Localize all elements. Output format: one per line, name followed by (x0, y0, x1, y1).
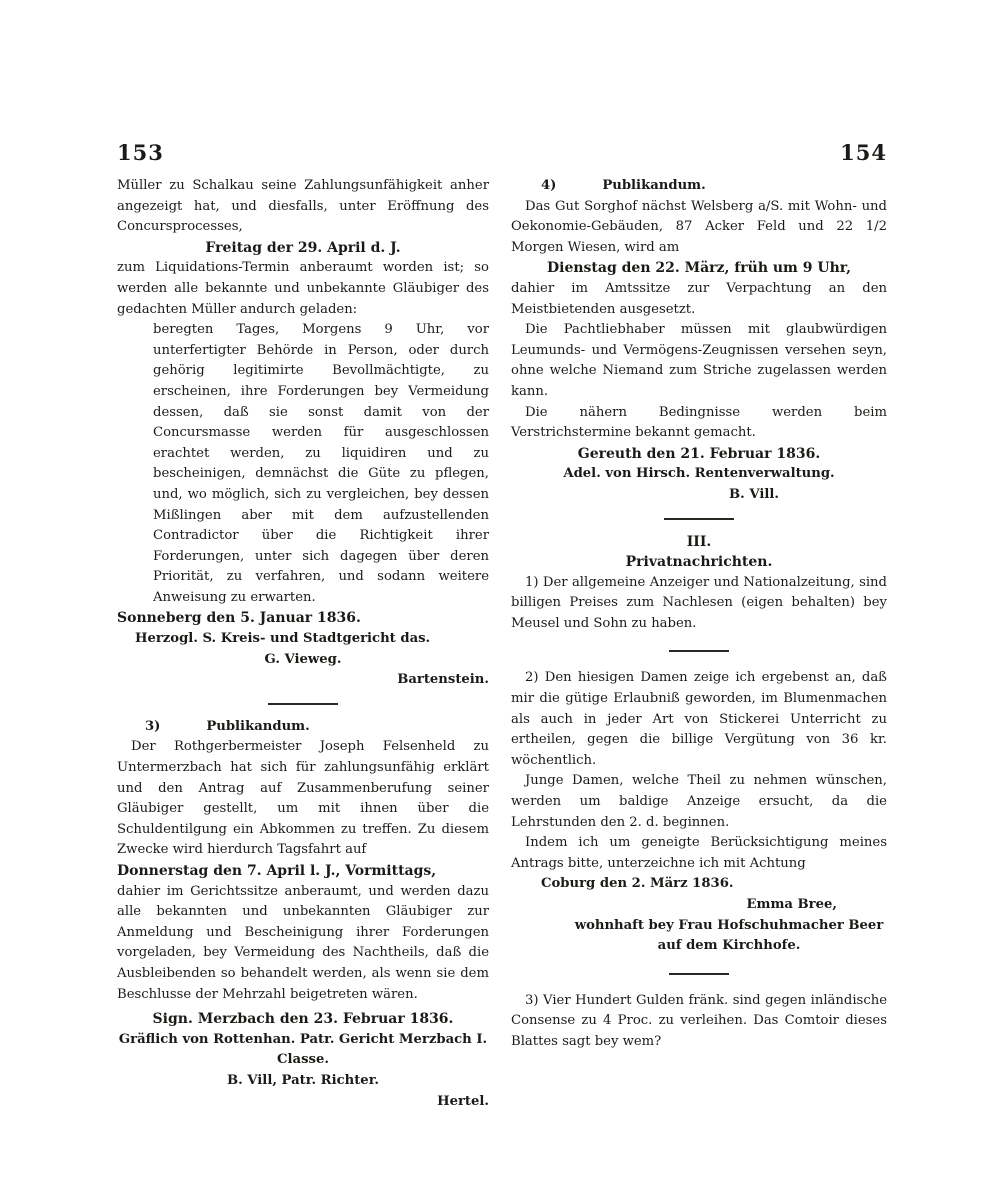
page-number-right: 154 (840, 140, 887, 165)
signer-vieweg: G. Vieweg. (264, 651, 342, 667)
notice-4-authority: Adel. von Hirsch. Rentenverwaltung. (563, 466, 835, 482)
ad-1: 1) Der allgemeine Anzeiger und Nationalzeitung, sind billigen Preises zum Nachlesen (eigen behalten) bey Meusel und Sohn zu haben. (511, 574, 887, 631)
notice-3-signer-1: B. Vill, Patr. Richter. (226, 1072, 380, 1088)
notice-3-body: Der Rothgerbermeister Joseph Felsenheld zu Untermerzbach hat sich für zahlungsunfähig erklärt und den Antrag auf Zusammenberufung seiner Gläubiger gestellt, um mit ihnen über die Schuldentilgung ein Abkommen zu treffen. Zu diesem Zwecke wird hierdurch Tagsfahrt auf (117, 739, 489, 858)
divider-rule (669, 973, 729, 975)
right-column (511, 176, 887, 1053)
ad-2-residence: wohnhaft bey Frau Hofschuhmacher Beer auf dem Kirchhofe. (574, 917, 884, 954)
notice-4-body-4: Die nähern Bedingnisse werden beim Verstrichstermine bekannt gemacht. (511, 404, 887, 441)
court-authority: Herzogl. S. Kreis- und Stadtgericht das. (135, 631, 431, 647)
notice-3-date: Donnerstag den 7. April l. J., Vormittags, (117, 863, 437, 879)
ad-2-place-date: Coburg den 2. März 1836. (541, 876, 734, 892)
ad-2-body-3: Indem ich um geneigte Berücksichtigung meines Antrags bitte, unterzeichne ich mit Achtung (511, 835, 887, 871)
notice-4-signer: B. Vill. (729, 486, 779, 502)
notice-3-signer-2: Hertel. (437, 1093, 489, 1109)
hearing-date: Freitag der 29. April d. J. (205, 239, 401, 256)
section-numeral: III. (686, 533, 712, 550)
divider-rule (669, 650, 729, 652)
notice-3-body-2: dahier im Gerichtssitze anberaumt, und werden dazu alle bekannten und unbekannten Gläubiger zur Anmeldung und Bescheinigung ihrer Forderungen vorgeladen, bey Vermeidung des Nachtheils, daß die Ausbleibenden so behandelt werden, als wenn sie dem Beschlusse der Mehrzahl beigetreten wären. (117, 883, 489, 1002)
intro-paragraph: Müller zu Schalkau seine Zahlungsunfähigkeit anher angezeigt hat, und diesfalls, unter Eröffnung des Concursprocesses, (117, 178, 489, 235)
notice-4-body: Das Gut Sorghof nächst Welsberg a/S. mit Wohn- und Oekonomie-Gebäuden, 87 Acker Feld und 22 1/2 Morgen Wiesen, wird am (511, 198, 887, 255)
notice-4-heading: 4) Publikandum. (541, 178, 706, 193)
summons-paragraph: zum Liquidations-Termin anberaumt worden ist; so werden alle bekannte und unbekannte Gläubiger des gedachten Müller andurch geladen: (117, 260, 489, 317)
divider-rule (664, 518, 734, 520)
place-date: Sonneberg den 5. Januar 1836. (117, 610, 361, 627)
instructions-block: beregten Tages, Morgens 9 Uhr, vor unterfertigter Behörde in Person, oder durch gehörig legitimirte Bevollmächtigte, zu erscheinen, ihre Forderungen bey Vermeidung dessen, daß sie sonst damit von der Concursmasse werden für ausgeschlossen erachtet werden, zu liquidiren und zu bescheinigen, demnächst die Güte zu pflegen, und, wo möglich, sich zu vergleichen, bey dessen Mißlingen aber mit dem aufzustellenden Contradictor über die Richtigkeit ihrer Forderungen, unter sich dagegen über deren Priorität, zu verfahren, und sodann weitere Anweisung zu erwarten. (153, 322, 489, 605)
notice-4-body-2: dahier im Amtssitze zur Verpachtung an den Meistbietenden ausgesetzt. (511, 280, 887, 317)
ad-2-body: 2) Den hiesigen Damen zeige ich ergebenst an, daß mir die gütige Erlaubniß geworden, im Blumenmachen als auch in jeder Art von Stickerei Unterricht zu ertheilen, gegen die billige Vergütung von 36 kr. wöchentlich. (511, 670, 887, 768)
notice-4-date: Dienstag den 22. März, früh um 9 Uhr, (547, 260, 851, 277)
notice-3-sign-line: Sign. Merzbach den 23. Februar 1836. (152, 1011, 454, 1028)
notice-3-heading: 3) Publikandum. (145, 718, 310, 734)
divider-rule (268, 703, 338, 705)
page-number-left: 153 (117, 140, 164, 165)
section-title: Privatnachrichten. (625, 554, 773, 571)
ad-3: 3) Vier Hundert Gulden fränk. sind gegen inländische Consense zu 4 Proc. zu verleihen. Das Comtoir dieses Blattes sagt bey wem? (511, 992, 887, 1049)
notice-4-body-3: Die Pachtliebhaber müssen mit glaubwürdigen Leumunds- und Vermögens-Zeugnissen versehen seyn, ohne welche Niemand zum Striche zugelassen werden kann. (511, 322, 887, 399)
left-column (117, 176, 489, 1112)
signer-bartenstein: Bartenstein. (397, 672, 489, 688)
ad-2-body-2: Junge Damen, welche Theil zu nehmen wünschen, werden um baldige Anzeige ersucht, da die Lehrstunden den 2. d. beginnen. (511, 773, 887, 830)
notice-3-authority: Gräflich von Rottenhan. Patr. Gericht Merzbach I. Classe. (118, 1031, 488, 1068)
notice-4-place-date: Gereuth den 21. Februar 1836. (577, 445, 821, 462)
ad-2-name: Emma Bree, (746, 897, 837, 912)
